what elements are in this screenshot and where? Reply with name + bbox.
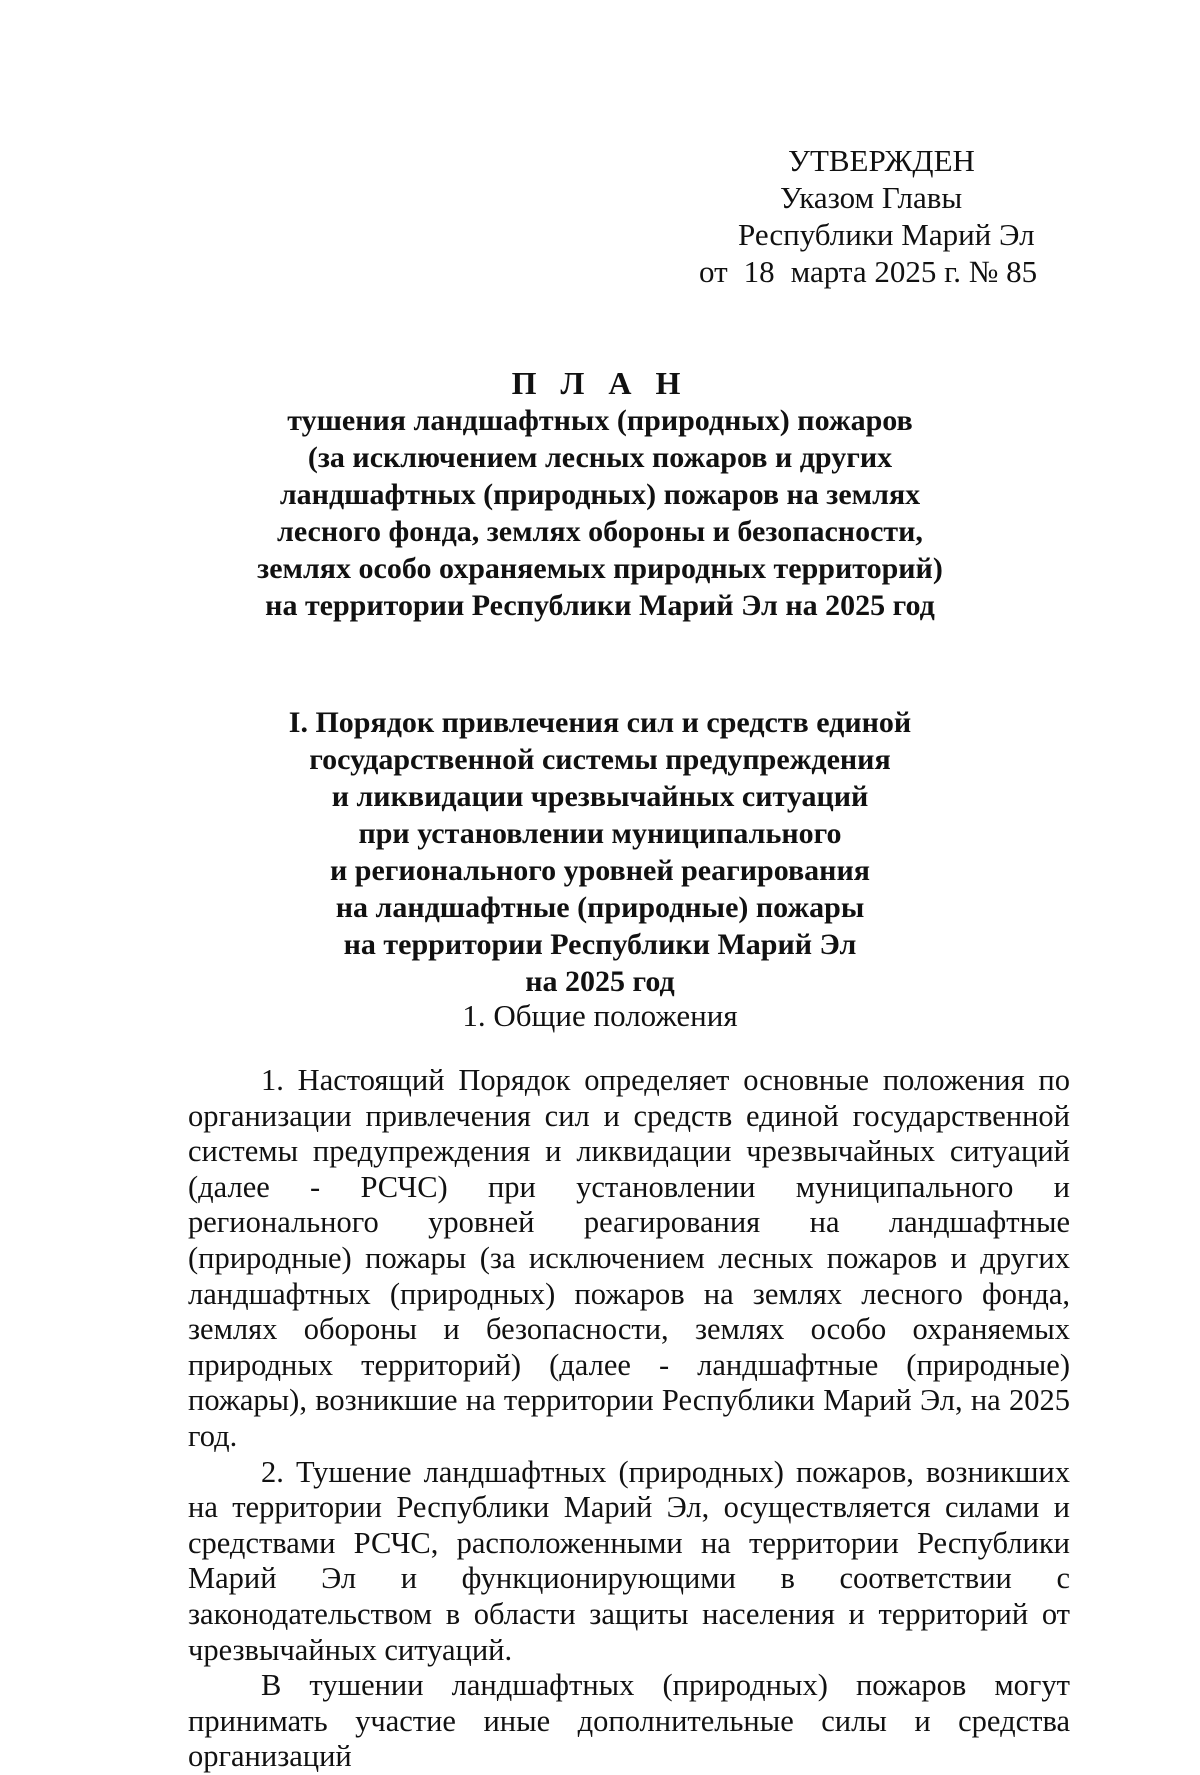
section-heading-line: и ликвидации чрезвычайных ситуаций (331, 780, 869, 813)
section-heading-line: при установлении муниципального (358, 817, 842, 850)
plan-title-line: землях особо охраняемых природных территорий) (257, 552, 943, 585)
approval-republic: Республики Марий Эл (738, 217, 1035, 252)
paragraph: В тушении ландшафтных (природных) пожаров могут принимать участие иные дополнительные силы и средства организаций (188, 1668, 1070, 1774)
section-heading-line: и регионального уровней реагирования (330, 854, 870, 887)
paragraph: 2. Тушение ландшафтных (природных) пожаров, возникших на территории Республики Марий Эл, осуществляется силами и средствами РСЧС, расположенными на территории Республики Марий Эл и функционирующими в соответствии с законодательством в области защиты населения и территорий от чрезвычайных ситуаций. (188, 1454, 1070, 1667)
approval-decree: Указом Главы (780, 180, 963, 215)
plan-title-line: ландшафтных (природных) пожаров на землях (279, 478, 921, 511)
approval-stamp (640, 142, 1060, 290)
plan-title-line: лесного фонда, землях обороны и безопасности, (277, 515, 923, 548)
section-heading-line: на ландшафтные (природные) пожары (335, 891, 865, 924)
plan-title-line: на территории Республики Марий Эл на 2025 год (265, 589, 935, 622)
section-heading-line: на территории Республики Марий Эл (343, 928, 857, 961)
subsection-title: 1. Общие положения (462, 998, 738, 1033)
approval-date-prefix: от (699, 254, 728, 289)
approval-date-rest: марта 2025 г. № 85 (790, 254, 1038, 289)
document-body (188, 1063, 1070, 1775)
section-heading-line: I. Порядок привлечения сил и средств единой (288, 706, 912, 739)
section-heading-line: на 2025 год (525, 965, 675, 998)
section-heading-line: государственной системы предупреждения (309, 743, 891, 776)
plan-title-line: (за исключением лесных пожаров и других (307, 441, 893, 474)
plan-word: П Л А Н (511, 365, 689, 401)
approval-date-line (640, 253, 1060, 290)
approval-date-day: 18 (743, 254, 775, 289)
paragraph: 1. Настоящий Порядок определяет основные положения по организации привлечения сил и средств единой государственной системы предупреждения и ликвидации чрезвычайных ситуаций (далее - РСЧС) при установлении муниципального и регионального уровней реагирования на ландшафтные (природные) пожары (за исключением лесных пожаров и других ландшафтных (природных) пожаров на землях лесного фонда, землях обороны и безопасности, землях особо охраняемых природных территорий) (далее - ландшафтные (природные) пожары), возникшие на территории Республики Марий Эл, на 2025 год. (188, 1063, 1070, 1453)
approval-heading: УТВЕРЖДЕН (788, 143, 975, 178)
plan-title (0, 365, 1200, 624)
plan-title-line: тушения ландшафтных (природных) пожаров (287, 404, 913, 437)
section-heading (0, 704, 1200, 1000)
